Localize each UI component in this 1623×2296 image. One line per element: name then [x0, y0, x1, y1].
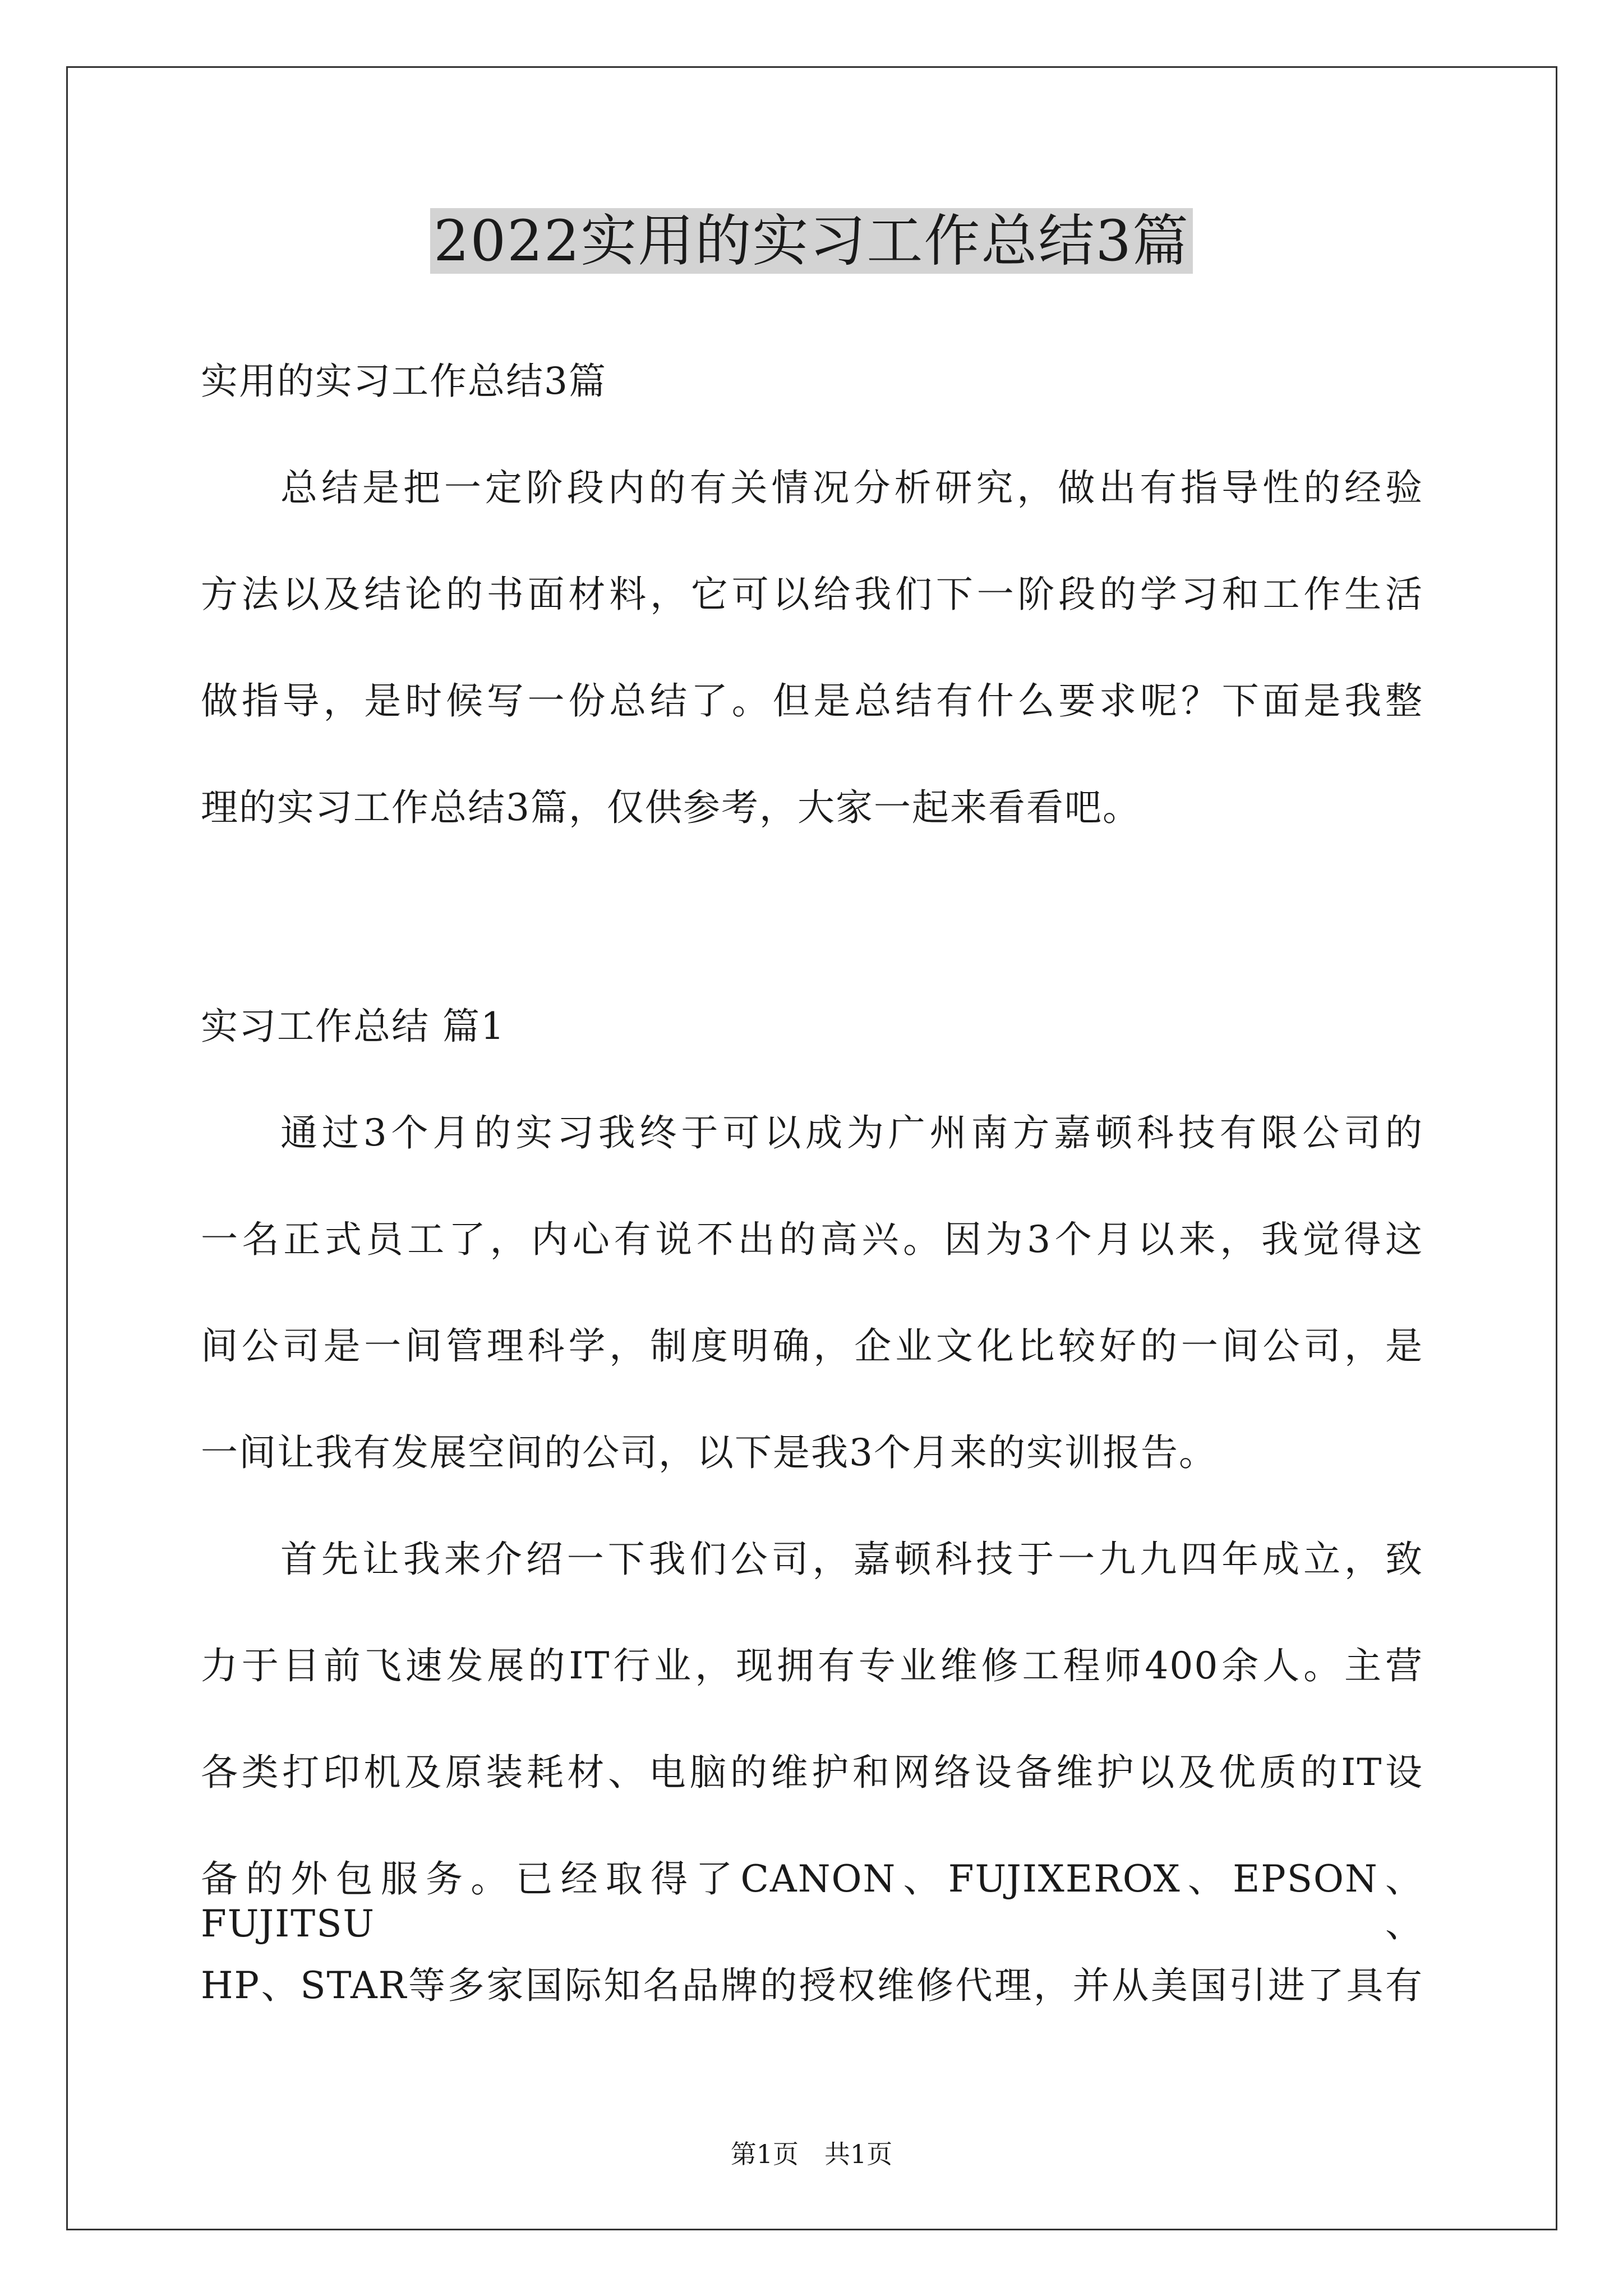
intro-line-4: 理的实习工作总结3篇，仅供参考，大家一起来看看吧。	[201, 786, 1141, 829]
document-title-text: 2022实用的实习工作总结3篇	[430, 208, 1193, 274]
para1-line-2: 一名正式员工了，内心有说不出的高兴。因为3个月以来，我觉得这	[201, 1218, 1423, 1261]
section-heading: 实习工作总结 篇1	[201, 1005, 505, 1048]
intro-line-1: 总结是把一定阶段内的有关情况分析研究，做出有指导性的经验	[280, 466, 1423, 509]
para2-line-5: HP、STAR等多家国际知名品牌的授权维修代理，并从美国引进了具有	[201, 1964, 1423, 2007]
para2-line-1: 首先让我来介绍一下我们公司，嘉顿科技于一九九四年成立，致	[280, 1538, 1423, 1581]
para1-line-1: 通过3个月的实习我终于可以成为广州南方嘉顿科技有限公司的	[280, 1111, 1423, 1154]
para2-line-3: 各类打印机及原装耗材、电脑的维护和网络设备维护以及优质的IT设	[201, 1751, 1423, 1794]
para2-line-4: 备的外包服务。已经取得了CANON、FUJIXEROX、EPSON、FUJITSU、	[201, 1857, 1423, 1945]
document-subtitle: 实用的实习工作总结3篇	[201, 360, 607, 403]
intro-line-3: 做指导，是时候写一份总结了。但是总结有什么要求呢？下面是我整	[201, 679, 1423, 723]
page-footer: 第1页 共1页	[730, 2139, 893, 2169]
para1-line-3: 间公司是一间管理科学，制度明确，企业文化比较好的一间公司，是	[201, 1324, 1423, 1368]
intro-line-2: 方法以及结论的书面材料，它可以给我们下一阶段的学习和工作生活	[201, 573, 1423, 616]
document-title	[0, 205, 1623, 278]
para2-line-2: 力于目前飞速发展的IT行业，现拥有专业维修工程师400余人。主营	[201, 1644, 1423, 1687]
para1-line-4: 一间让我有发展空间的公司，以下是我3个月来的实训报告。	[201, 1431, 1217, 1474]
